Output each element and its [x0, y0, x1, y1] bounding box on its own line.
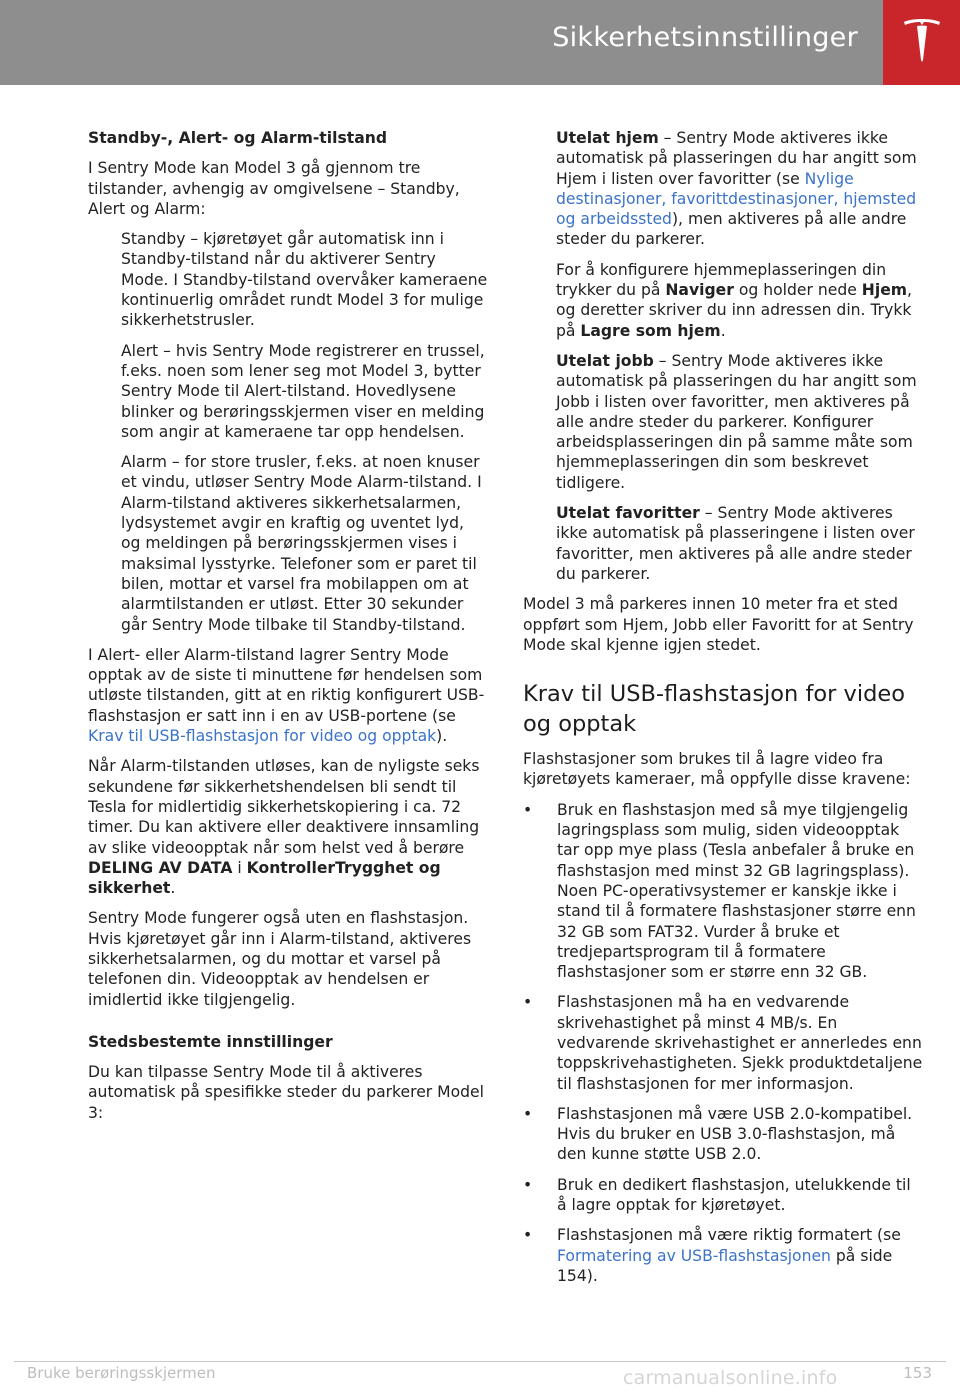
- text-span: – Sentry Mode aktiveres ikke automatisk på plasseringen du har angitt som Hjem i listen over favoritter (se: [556, 129, 917, 188]
- text-span: ), men aktiveres på alle andre steder du parkerer.: [556, 210, 907, 249]
- list-item: [523, 992, 923, 1093]
- text-span: i: [232, 858, 247, 877]
- exclude-work-description: [556, 351, 923, 493]
- paragraph-recording: [88, 645, 488, 746]
- text-span: Flashstasjonen må være riktig formatert (se: [557, 1226, 901, 1245]
- footer-divider: [14, 1361, 946, 1362]
- footer-section-title: Bruke berøringsskjermen: [27, 1364, 216, 1382]
- paragraph-data-sharing: [88, 756, 488, 898]
- paragraph-location: Du kan tilpasse Sentry Mode til å aktiveres automatisk på spesifikke steder du parkerer Model 3:: [88, 1063, 484, 1122]
- list-item: [523, 1104, 923, 1165]
- alarm-description: Alarm – for store trusler, f.eks. at noen knuser et vindu, utløser Sentry Mode Alarm-tilstand. I Alarm-tilstand aktiveres sikkerhetsalarmen, lydsystemet avgir en kraftig og uventet lyd, og meldingen på berøringsskjermen vises i maksimal lysstyrke. Telefoner som er paret til bilen, mottar et varsel fra mobilappen om at alarmtilstanden er utløst. Etter 30 sekunder går Sentry Mode tilbake til Standby-tilstand.: [121, 453, 482, 634]
- ui-label-home: Hjem: [861, 281, 908, 300]
- link-recent-destinations[interactable]: Nylige destinasjoner, favorittdestinasjoner, hjemsted og arbeidssted: [556, 169, 917, 229]
- text-span: .: [170, 879, 176, 898]
- text-span: ).: [436, 727, 448, 746]
- list-item: [523, 1175, 923, 1216]
- bullet-icon: •: [523, 800, 533, 819]
- right-column: [523, 128, 923, 1296]
- text-span: på side 154).: [557, 1246, 893, 1285]
- text-span: Flashstasjonen må være USB 2.0-kompatibel. Hvis du bruker en USB 3.0-flashstasjon, må den kunne støtte USB 2.0.: [557, 1104, 913, 1164]
- configure-home-description: [556, 260, 923, 341]
- paragraph-usb-intro: Flashstasjoner som brukes til å lagre video fra kjøretøyets kameraer, må oppfylle disse kravene:: [523, 750, 911, 789]
- exclude-favorites-description: [556, 503, 923, 584]
- list-item: [523, 800, 923, 983]
- section-heading-location: Stedsbestemte innstillinger: [88, 1032, 333, 1051]
- list-item: [523, 1225, 923, 1286]
- link-formatting-usb[interactable]: Formatering av USB-flashstasjonen: [557, 1246, 831, 1265]
- bullet-icon: •: [523, 1226, 533, 1245]
- bullet-icon: •: [523, 1175, 533, 1194]
- section-heading-states: Standby-, Alert- og Alarm-tilstand: [88, 129, 387, 147]
- text-span: Flashstasjonen må ha en vedvarende skrivehastighet på minst 4 MB/s. En vedvarende skrivehastighet er annerledes enn toppskrivehastigheten. Sjekk produktdetaljene til flashstasjonen for mer informasjon.: [557, 993, 923, 1093]
- ui-label-navigate: Naviger: [665, 281, 734, 300]
- text-span: og holder nede: [733, 281, 862, 300]
- left-column: [88, 128, 488, 1133]
- text-span: Bruk en flashstasjon med så mye tilgjengelig lagringsplass som mulig, siden videoopptak tar opp mye plass (Tesla anbefaler å bruke en flashstasjon med minst 32 GB lagringsplass). Noen PC-operativsystemer er kanskje ikke i stand til å formatere flashstasjoner større enn 32 GB som FAT32. Vurder å bruke et tredjepartsprogram til å formatere flashstasjoner som er større enn 32 GB.: [557, 800, 916, 982]
- paragraph-intro: I Sentry Mode kan Model 3 gå gjennom tre tilstander, avhengig av omgivelsene – Standby, Alert og Alarm:: [88, 159, 460, 218]
- section-heading-usb: Krav til USB-flashstasjon for video og opptak: [523, 681, 906, 738]
- page-title: Sikkerhetsinnstillinger: [552, 22, 858, 53]
- exclude-work-label: Utelat jobb: [556, 351, 654, 370]
- brand-logo: [883, 0, 960, 85]
- paragraph-parking-distance: Model 3 må parkeres innen 10 meter fra et sted oppført som Hjem, Jobb eller Favoritt for at Sentry Mode skal kjenne igjen stedet.: [523, 595, 914, 654]
- text-span: .: [720, 321, 726, 340]
- exclude-home-label: Utelat hjem: [556, 129, 659, 147]
- text-span: , og deretter skriver du inn adressen din. Trykk på: [556, 281, 912, 340]
- link-usb-requirements[interactable]: Krav til USB-flashstasjon for video og opptak: [88, 727, 437, 746]
- text-span: Bruk en dedikert flashstasjon, utelukkende til å lagre opptak for kjøretøyet.: [557, 1175, 911, 1215]
- exclude-home-description: [556, 128, 923, 250]
- page-header: [0, 0, 960, 85]
- paragraph-no-flashdrive: Sentry Mode fungerer også uten en flashstasjon. Hvis kjøretøyet går inn i Alarm-tilstand, aktiveres sikkerhetsalarmen, og du mottar et varsel på telefonen din. Videoopptak av hendelsen er imidlertid ikke tilgjengelig.: [88, 909, 472, 1009]
- ui-label-data-sharing: DELING AV DATA: [88, 858, 233, 877]
- standby-description: Standby – kjøretøyet går automatisk inn i Standby-tilstand når du aktiverer Sentry Mode. I Standby-tilstand overvåker kameraene kontinuerlig området rundt Model 3 for mulige sikkerhetstrusler.: [121, 230, 488, 330]
- ui-label-safety-security: KontrollerTrygghet og sikkerhet: [88, 858, 441, 898]
- exclude-favorites-label: Utelat favoritter: [556, 504, 700, 523]
- ui-label-save-as-home: Lagre som hjem: [580, 321, 721, 340]
- text-span: I Alert- eller Alarm-tilstand lagrer Sentry Mode opptak av de siste ti minuttene før hendelsen som utløste tilstanden, gitt at en riktig konfigurert USB-flashstasjon er satt inn i en av USB-portene (se: [88, 645, 485, 725]
- text-span: – Sentry Mode aktiveres ikke automatisk på plasseringen du har angitt som Jobb i listen over favoritter, men aktiveres på alle andre steder du parkerer. Konfigurer arbeidsplasseringen din på samme måte som hjemmeplasseringen din som beskrevet tidligere.: [556, 351, 917, 492]
- watermark: carmanualsonline.info: [623, 1367, 838, 1389]
- tesla-logo-icon: [902, 16, 942, 66]
- page-number: 153: [903, 1364, 932, 1382]
- bullet-icon: •: [523, 993, 533, 1012]
- alert-description: Alert – hvis Sentry Mode registrerer en trussel, f.eks. noen som lener seg mot Model 3, bytter Sentry Mode til Alert-tilstand. Hovedlysene blinker og berøringsskjermen viser en melding som angir at kameraene tar opp hendelsen.: [121, 341, 485, 441]
- text-span: For å konfigurere hjemmeplasseringen din trykker du på: [556, 260, 887, 300]
- bullet-icon: •: [523, 1104, 533, 1123]
- usb-requirements-list: [523, 800, 923, 1287]
- text-span: Når Alarm-tilstanden utløses, kan de nyligste seks sekundene før sikkerhetshendelsen bli sendt til Tesla for midlertidig sikkerhetskopiering i ca. 72 timer. Du kan aktivere eller deaktivere innsamling av slike videoopptak når som helst ved å berøre: [88, 757, 480, 857]
- text-span: – Sentry Mode aktiveres ikke automatisk på plasseringene i listen over favoritter, men aktiveres på alle andre steder du parkerer.: [556, 504, 915, 583]
